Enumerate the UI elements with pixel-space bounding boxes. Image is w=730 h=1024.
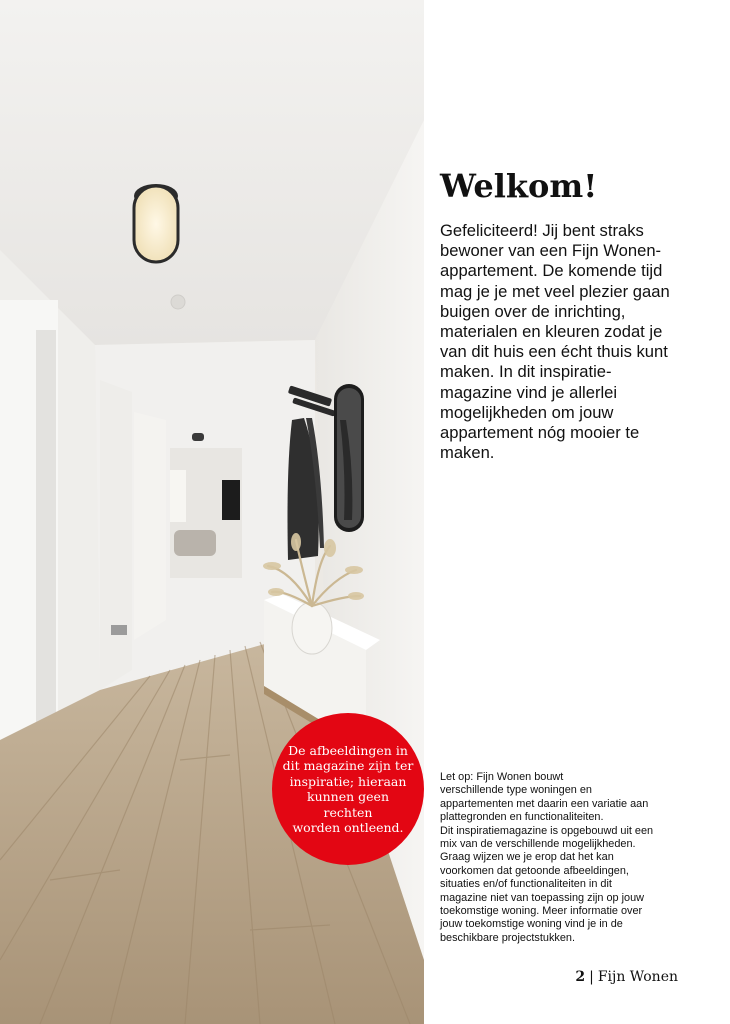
door-grille [111, 625, 127, 635]
ceiling-lamp [134, 184, 178, 262]
page-title: Welkom! [440, 167, 598, 205]
page-number: 2 [575, 969, 586, 985]
page-footer [575, 967, 678, 987]
far-lamp [192, 433, 204, 441]
wall-mirror [334, 384, 364, 532]
disclaimer-badge-text: De afbeeldingen in dit magazine zijn ter inspiratie; hieraan kunnen geen rechten worden ontleend. [282, 742, 414, 835]
footer-separator: | [589, 969, 594, 985]
far-tv [222, 480, 240, 520]
disclaimer-note: Let op: Fijn Wonen bouwt verschillende type woningen en appartementen met daarin een variatie aan plattegronden en functionaliteiten. Dit inspiratiemagazine is opgebouwd uit een mix van de verschillende mogelijkheden. Graag wijzen we je erop dat het kan voorkomen dat getoonde afbeeldingen, situaties en/of functionaliteiten in dit magazine niet van toepassing zijn op jouw toekomstige woning. Meer informatie over jouw toekomstige woning vind je in de beschikbare projectstukken. [440, 771, 654, 944]
far-window [170, 470, 186, 522]
corridor-door-1 [100, 380, 132, 690]
smoke-detector [171, 295, 185, 309]
disclaimer-badge [272, 713, 424, 865]
left-door-jamb [36, 330, 56, 735]
footer-brand: Fijn Wonen [597, 969, 678, 985]
corridor-door-2 [134, 412, 166, 640]
intro-paragraph: Gefeliciteerd! Jij bent straks bewoner van een Fijn Wonen- appartement. De komende tijd mag je je met veel plezier gaan buigen over de inrichting, materialen en kleuren zodat je van dit huis een écht thuis kunt maken. In dit inspiratie- magazine vind je allerlei mogelijkheden om jouw appartement nóg mooier te maken. [440, 221, 670, 463]
far-sofa [174, 530, 216, 556]
